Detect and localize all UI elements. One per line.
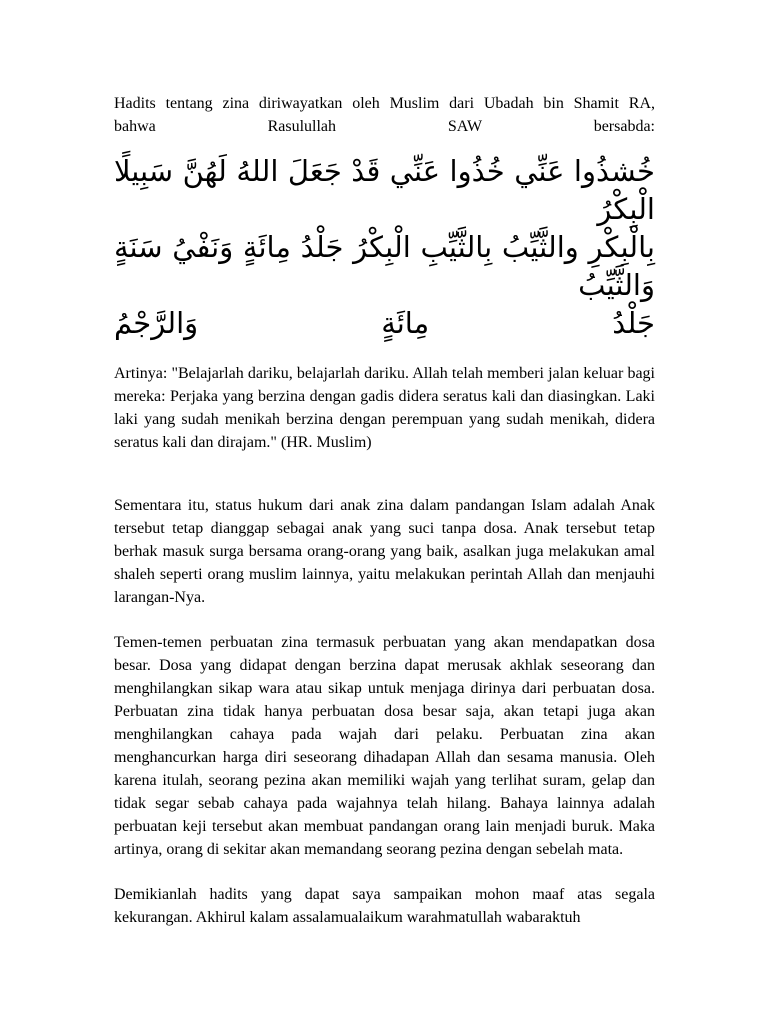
paragraph-spacer — [114, 476, 655, 494]
arabic-hadith-text — [114, 152, 655, 342]
translation-paragraph: Artinya: "Belajarlah dariku, belajarlah dariku. Allah telah memberi jalan keluar bagi mereka: Perjaka yang berzina dengan gadis didera seratus kali dan diasingkan. Laki laki yang sudah menikah berzina dengan perempuan yang sudah menikah, didera seratus kali dan dirajam." (HR. Muslim) — [114, 365, 655, 451]
intro-line-2: bahwa Rasulullah SAW bersabda: — [114, 118, 655, 135]
arabic-line-1: خُشذُوا عَنِّي خُذُوا عَنِّي قَدْ جَعَلَ اللهُ لَهُنَّ سَبِيلًا الْبِكْرُ — [114, 154, 655, 226]
arabic-line-2: بِالْبِكْرِ والثَّيِّبُ بِالثَّيِّبِ الْبِكْرُ جَلْدُ مِائَةٍ وَنَفْيُ سَنَةٍ وَالثَّيِّبُ — [114, 230, 655, 302]
arabic-line-3: جَلْدُ مِائَةٍ وَالرَّجْمُ — [114, 306, 655, 340]
closing-paragraph: Demikianlah hadits yang dapat saya sampaikan mohon maaf atas segala kekurangan. Akhirul kalam assalamualaikum warahmatullah wabaraktuh — [114, 886, 655, 926]
document-page — [114, 92, 655, 951]
status-paragraph: Sementara itu, status hukum dari anak zina dalam pandangan Islam adalah Anak tersebut tetap dianggap sebagai anak yang suci tanpa dosa. Anak tersebut tetap berhak masuk surga bersama orang-orang yang baik, asalkan juga melakukan amal shaleh seperti orang muslim lainnya, yaitu melakukan perintah Allah dan menjauhi larangan-Nya. — [114, 497, 655, 606]
sin-paragraph: Temen-temen perbuatan zina termasuk perbuatan yang akan mendapatkan dosa besar. Dosa yang didapat dengan berzina dapat merusak akhlak seseorang dan menghilangkan sikap wara atau sikap untuk menjaga dirinya dari perbuatan dosa. Perbuatan zina tidak hanya perbuatan dosa besar saja, akan tetapi juga akan menghilangkan cahaya pada wajah dari pelaku. Perbuatan zina akan menghancurkan harga diri seseorang dihadapan Allah dan sesama manusia. Oleh karena itulah, seorang pezina akan memiliki wajah yang terlihat suram, gelap dan tidak segar sebab cahaya pada wajahnya telah hilang. Bahaya lainnya adalah perbuatan keji tersebut akan membuat pandangan orang lain menjadi buruk. Maka artinya, orang di sekitar akan memandang seorang pezina dengan sebelah mata. — [114, 634, 655, 858]
intro-paragraph — [114, 92, 655, 138]
intro-line-1: Hadits tentang zina diriwayatkan oleh Muslim dari Ubadah bin Shamit RA, — [114, 95, 655, 112]
